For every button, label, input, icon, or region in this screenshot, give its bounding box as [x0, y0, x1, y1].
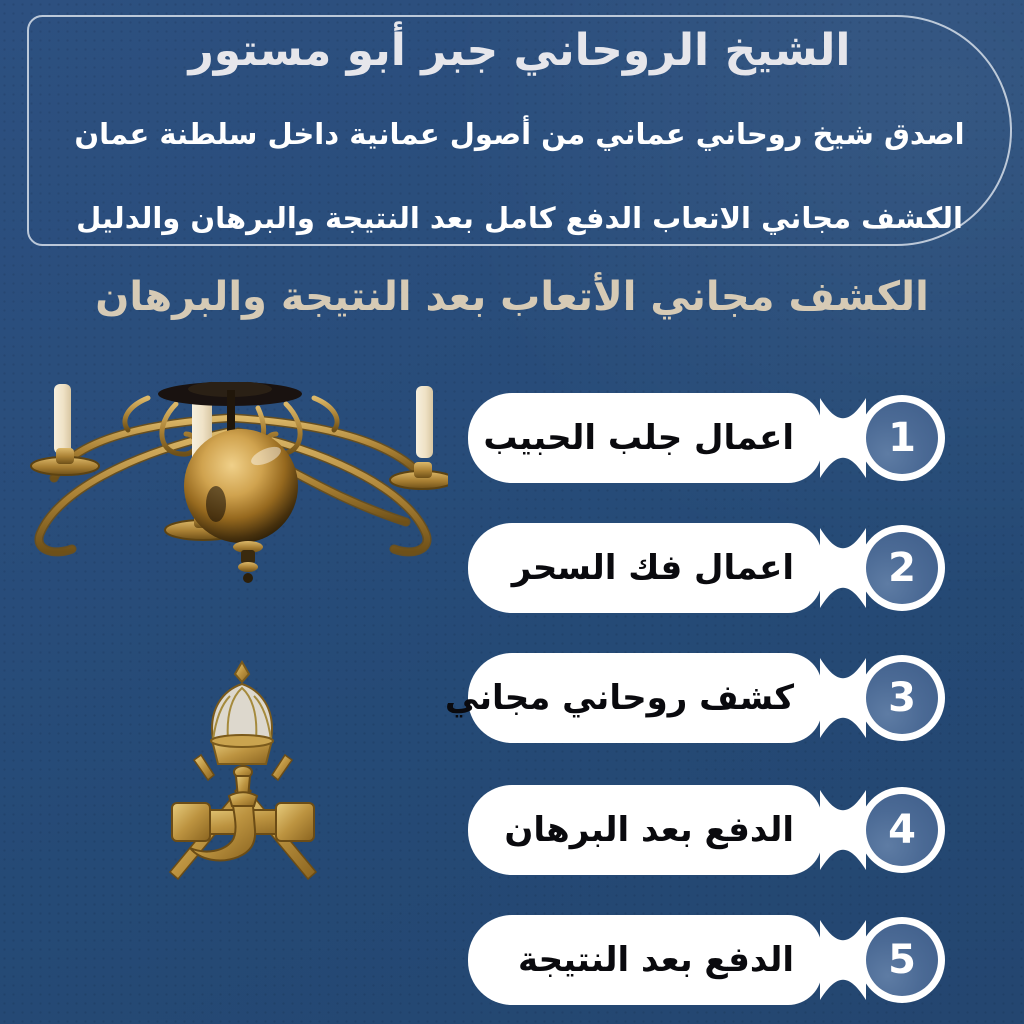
badge-number: 4: [888, 807, 916, 853]
badge-circle: [866, 402, 938, 474]
service-label: اعمال جلب الحبيب: [483, 418, 794, 458]
service-pill: [468, 785, 822, 875]
service-pill: [468, 915, 822, 1005]
service-item-4: [468, 785, 948, 875]
service-label: الدفع بعد البرهان: [504, 810, 794, 850]
badge-number: 5: [888, 937, 916, 983]
service-item-3: [444, 653, 948, 743]
badge-circle: [866, 532, 938, 604]
service-label: الدفع بعد النتيجة: [517, 940, 794, 980]
service-number-badge: [859, 917, 945, 1003]
service-number-badge: [859, 655, 945, 741]
service-number-badge: [859, 395, 945, 481]
header-subtitle-line1: اصدق شيخ روحاني عماني من أصول عمانية داخل سلطنة عمان: [74, 117, 965, 151]
service-pill: [444, 653, 822, 743]
service-item-1: [468, 393, 948, 483]
header-subtitle-line2: الكشف مجاني الاتعاب الدفع كامل بعد النتيجة والبرهان والدليل: [76, 201, 963, 235]
badge-circle: [866, 794, 938, 866]
service-item-2: [468, 523, 948, 613]
service-number-badge: [859, 787, 945, 873]
service-number-badge: [859, 525, 945, 611]
header-frame: [27, 15, 1012, 246]
page-title: الشيخ الروحاني جبر أبو مستور: [188, 25, 851, 76]
badge-number: 2: [888, 545, 916, 591]
badge-circle: [866, 662, 938, 734]
chandelier-image: [8, 382, 448, 596]
oman-emblem-image: [150, 648, 336, 880]
service-label: كشف روحاني مجاني: [444, 678, 794, 718]
service-pill: [468, 393, 822, 483]
tagline: الكشف مجاني الأتعاب بعد النتيجة والبرهان: [95, 274, 929, 320]
badge-number: 3: [888, 675, 916, 721]
badge-number: 1: [888, 415, 916, 461]
badge-circle: [866, 924, 938, 996]
service-item-5: [468, 915, 948, 1005]
service-pill: [468, 523, 822, 613]
service-label: اعمال فك السحر: [511, 548, 794, 588]
